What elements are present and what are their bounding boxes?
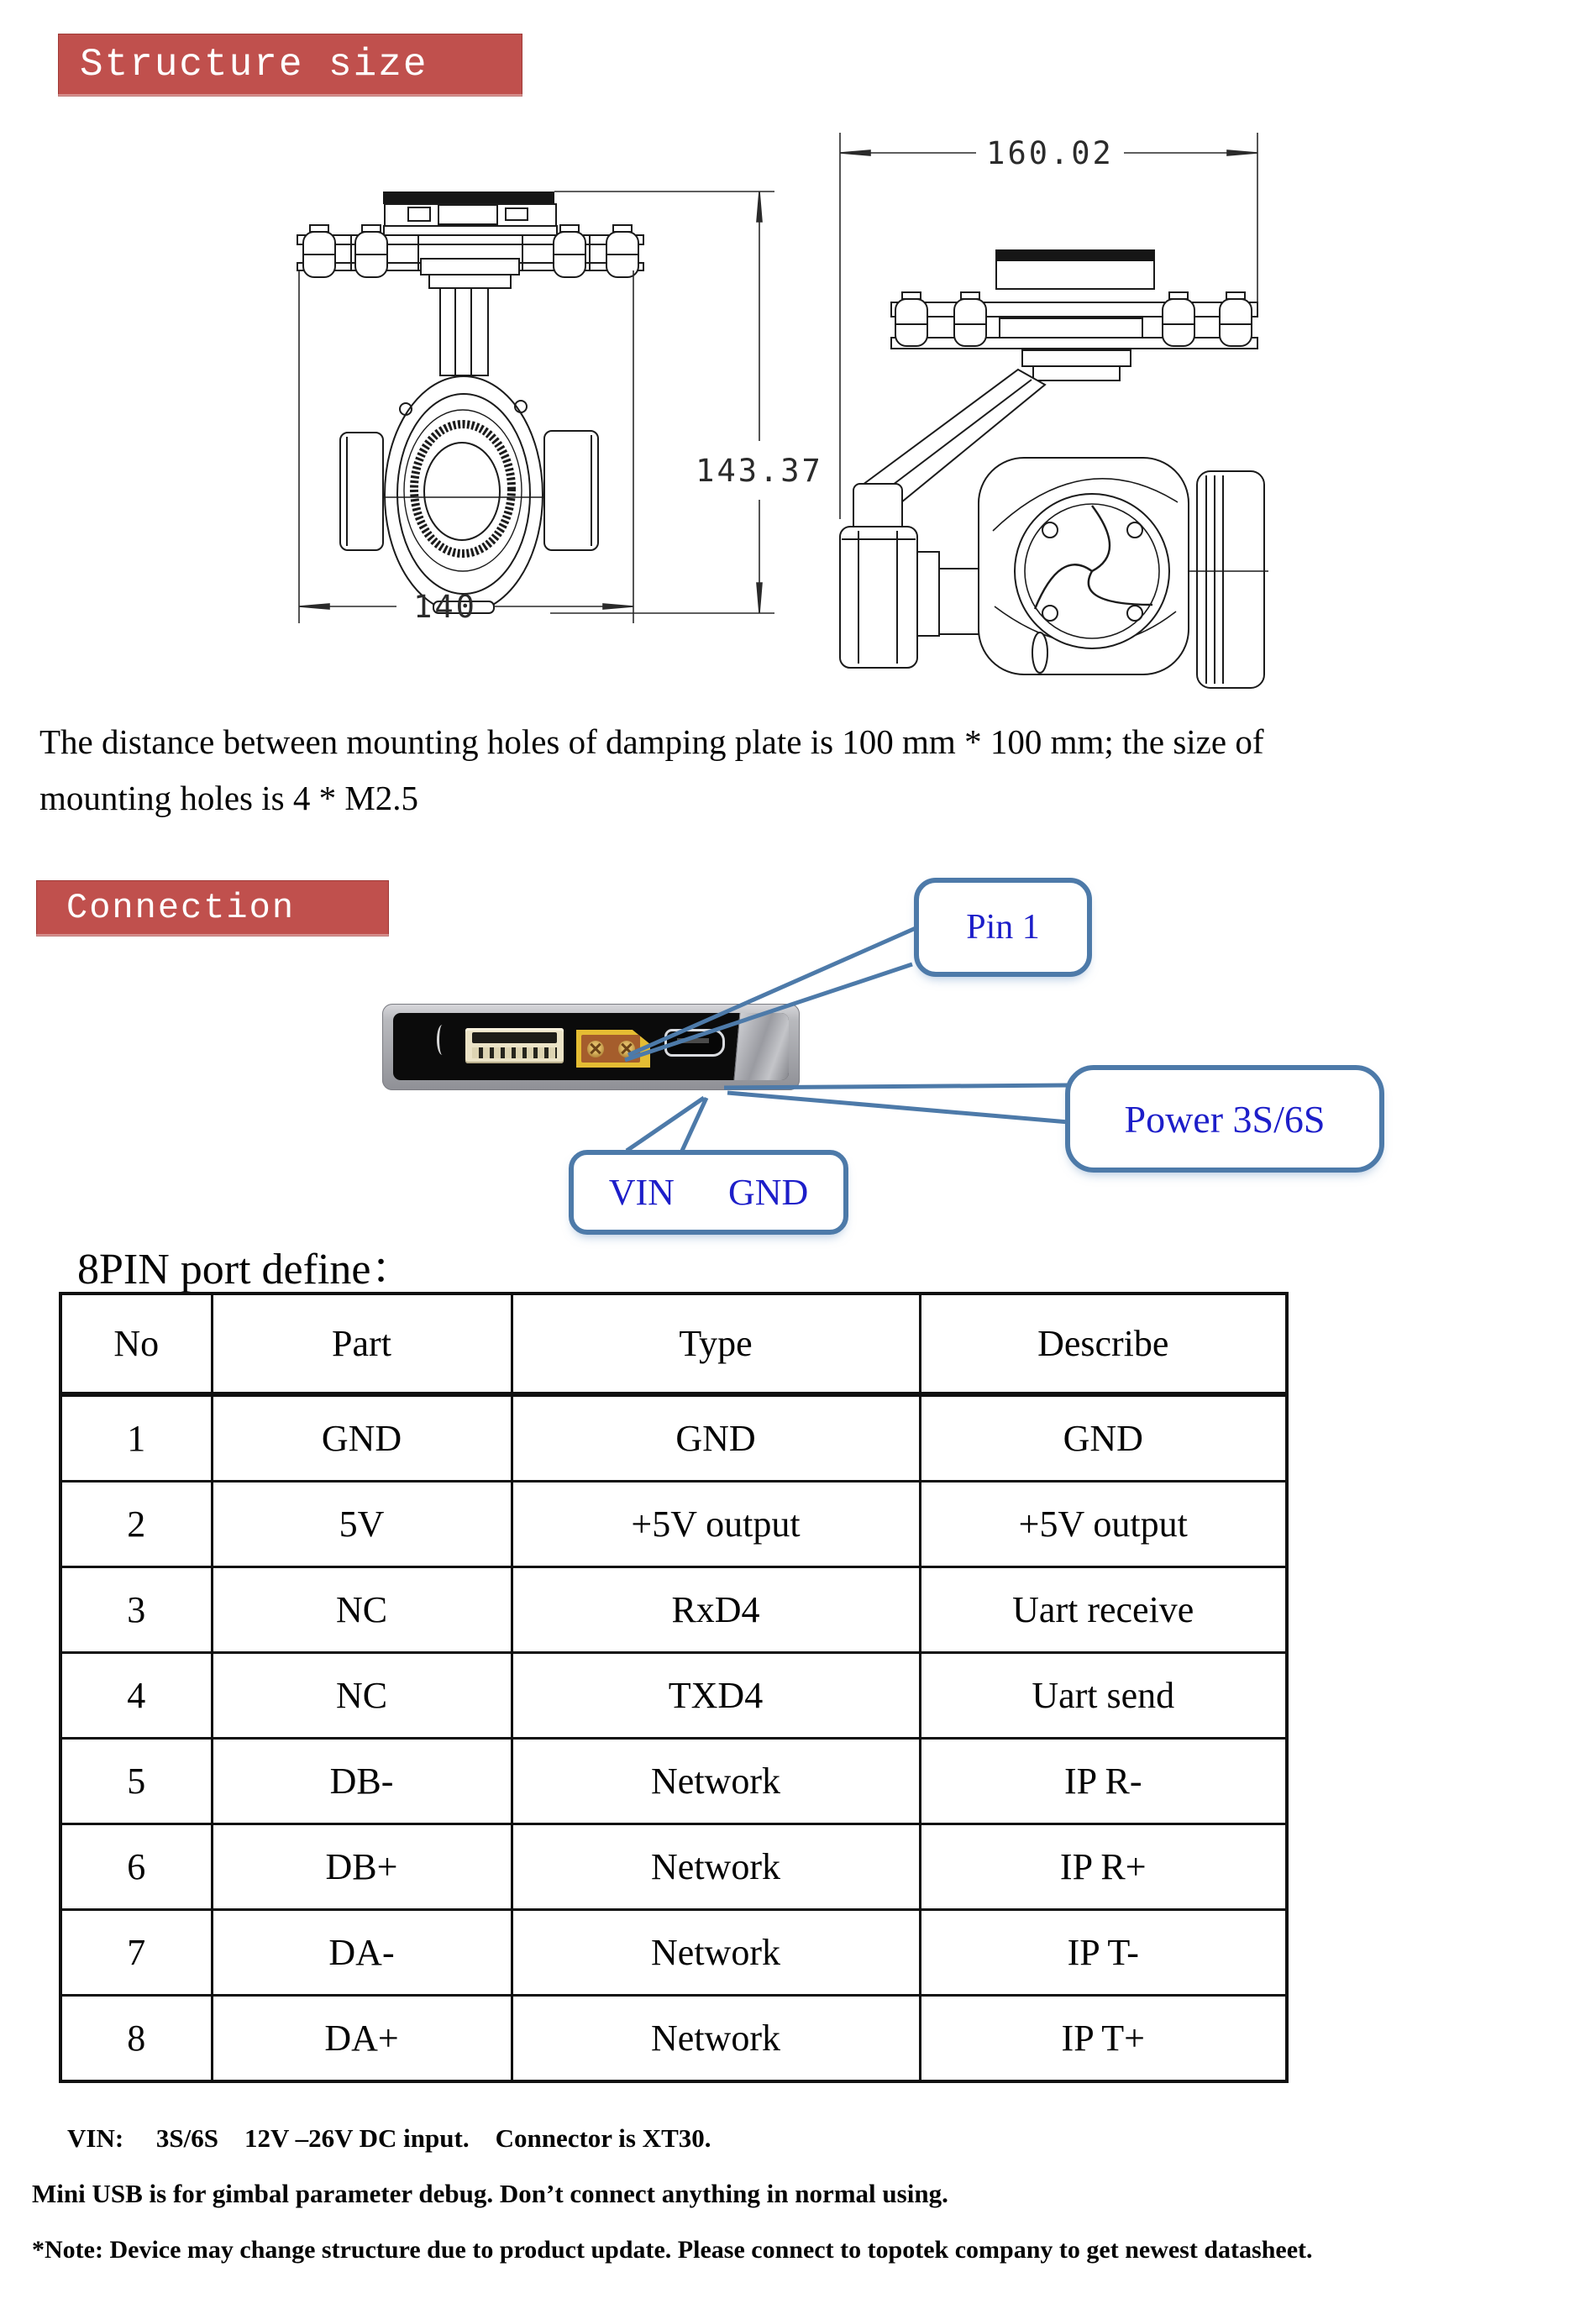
- cell-describe: Uart receive: [920, 1567, 1287, 1653]
- mounting-paragraph: [39, 714, 1263, 827]
- table-row: [60, 1739, 1287, 1824]
- gnd-label: GND: [727, 1172, 809, 1213]
- table-row: [60, 1567, 1287, 1653]
- structure-size-banner: [58, 34, 522, 97]
- cell-no: 1: [60, 1394, 212, 1482]
- table-row: [60, 1394, 1287, 1482]
- connection-banner-label: Connection: [66, 888, 296, 928]
- vin-label: VIN: [608, 1172, 675, 1213]
- vin-note: VIN: 3S/6S 12V –26V DC input. Connector is XT30.: [67, 2123, 711, 2153]
- pin-table-header-row: [60, 1294, 1287, 1394]
- col-header-describe: Describe: [920, 1294, 1287, 1394]
- cell-part: 5V: [212, 1482, 512, 1567]
- pin-table: [59, 1292, 1289, 2083]
- dim-label-width-top: 160.02: [986, 135, 1114, 171]
- mounting-paragraph-line1: The distance between mounting holes of damping plate is 100 mm * 100 mm; the size of: [39, 722, 1264, 761]
- cell-type: Network: [512, 1910, 920, 1996]
- table-row: [60, 1910, 1287, 1996]
- col-header-no: No: [60, 1294, 212, 1394]
- side-view-drawing: [840, 250, 1268, 688]
- front-view-drawing: [297, 192, 643, 613]
- cell-type: RxD4: [512, 1567, 920, 1653]
- cell-describe: GND: [920, 1394, 1287, 1482]
- cell-part: DA+: [212, 1996, 512, 2082]
- cell-describe: +5V output: [920, 1482, 1287, 1567]
- cell-part: DB-: [212, 1739, 512, 1824]
- update-note: *Note: Device may change structure due to product update. Please connect to topotek company to get newest datasheet.: [32, 2236, 1313, 2264]
- cell-no: 7: [60, 1910, 212, 1996]
- cell-part: NC: [212, 1653, 512, 1739]
- cell-describe: IP R-: [920, 1739, 1287, 1824]
- cell-type: TXD4: [512, 1653, 920, 1739]
- cell-part: DA-: [212, 1910, 512, 1996]
- cell-type: +5V output: [512, 1482, 920, 1567]
- cell-describe: IP T-: [920, 1910, 1287, 1996]
- col-header-type: Type: [512, 1294, 920, 1394]
- dim-label-height: 143.37: [696, 453, 823, 489]
- cell-type: Network: [512, 1996, 920, 2082]
- cell-describe: IP R+: [920, 1824, 1287, 1910]
- cell-type: Network: [512, 1739, 920, 1824]
- cell-no: 4: [60, 1653, 212, 1739]
- cell-no: 2: [60, 1482, 212, 1567]
- structure-size-banner-label: Structure size: [80, 43, 428, 87]
- port-define-heading: 8PIN port define：: [77, 1246, 415, 1294]
- cell-part: GND: [212, 1394, 512, 1482]
- power-callout: [1065, 1065, 1384, 1173]
- cell-no: 3: [60, 1567, 212, 1653]
- cell-part: NC: [212, 1567, 512, 1653]
- pin1-callout: [914, 878, 1092, 977]
- table-row: [60, 1824, 1287, 1910]
- mounting-paragraph-line2: mounting holes is 4 * M2.5: [39, 779, 419, 817]
- cell-describe: Uart send: [920, 1653, 1287, 1739]
- cell-part: DB+: [212, 1824, 512, 1910]
- cell-type: GND: [512, 1394, 920, 1482]
- vin-gnd-callout: [569, 1150, 848, 1235]
- usb-note: Mini USB is for gimbal parameter debug. Don’t connect anything in normal using.: [32, 2179, 948, 2208]
- dim-label-width-bottom: 140: [413, 589, 477, 625]
- cell-type: Network: [512, 1824, 920, 1910]
- col-header-part: Part: [212, 1294, 512, 1394]
- structure-drawing: [126, 118, 1470, 689]
- table-row: [60, 1996, 1287, 2082]
- pin1-callout-label: Pin 1: [966, 908, 1040, 947]
- cell-describe: IP T+: [920, 1996, 1287, 2082]
- table-row: [60, 1482, 1287, 1567]
- cell-no: 6: [60, 1824, 212, 1910]
- cell-no: 8: [60, 1996, 212, 2082]
- table-row: [60, 1653, 1287, 1739]
- cell-no: 5: [60, 1739, 212, 1824]
- power-callout-label: Power 3S/6S: [1124, 1097, 1326, 1141]
